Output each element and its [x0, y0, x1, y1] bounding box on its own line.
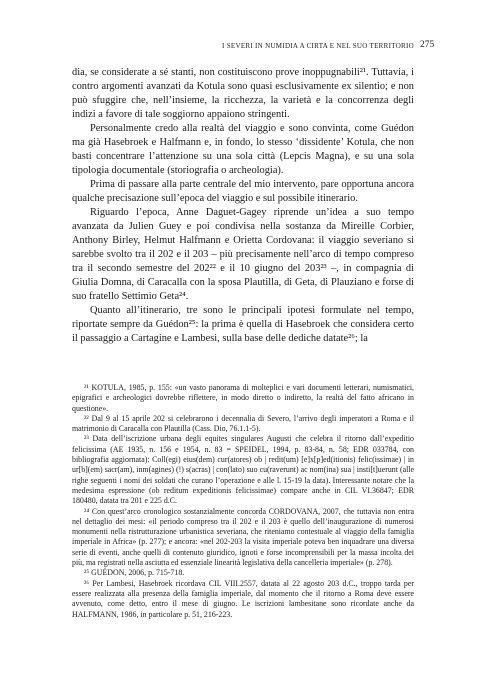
page-number: 275	[420, 40, 435, 50]
footnote: ²⁴ Con quest’arco cronologico sostanzialmente concorda CORDOVANA, 2007, che tuttavia non entra nel dettaglio dei mesi: «il periodo compreso tra il 202 e il 203 è quello dell’inaugurazione di numerosi monumenti nella ristrutturazione urbanistica severiana, che riteniamo contestuale al viaggio della famiglia imperiale in Africa» (p. 277); e ancora: «nel 202-203 la visita imperiale poteva ben inquadrare una diversa serie di eventi, anche quelli di contenuto giuridico, ignoti e forse incomprensibili per la massa incolta dei più, ma registrati nella asciutta ed essenziale linearità legislativa della cancelleria imperiale» (p. 278).	[72, 506, 414, 568]
paragraph: Riguardo l’epoca, Anne Daguet-Gagey riprende un’idea a suo tempo avanzata da Julien Guey e poi condivisa nella sostanza da Mireille Corbier, Anthony Birley, Helmut Halfmann e Orietta Cordovana: il viaggio severiano si sarebbe svolto tra il 202 e il 203 – più precisamente nell’arco di tempo compreso tra il secondo semestre del 202²² e il 10 giugno del 203²³ –, in compagnia di Giulia Domna, di Caracalla con la sposa Plautilla, di Geta, di Plauziano e forse di suo fratello Settimio Geta²⁴.	[72, 207, 414, 302]
footnote: ²⁶ Per Lambesi, Hasebroek ricordava CIL VIII.2557, datata al 22 agosto 203 d.C., troppo tarda per essere realizzata alla presenza della famiglia imperiale, dal momento che il ritorno a Roma deve essere avvenuto, come detto, entro il mese di giugno. Le iscrizioni lambesitane sono ricordate anche da HALFMANN, 1986, in particolare p. 51, 216-223.	[72, 578, 414, 619]
paragraph: Quanto all’itinerario, tre sono le principali ipotesi formulate nel tempo, riportate sempre da Guédon²⁵: la prima è quella di Hasebroek che considera certo il passaggio a Cartagine e Lambesi, sulla base delle dediche datate²⁶; la	[72, 305, 414, 344]
paragraph: Prima di passare alla parte centrale del mio intervento, pare opportuna ancora qualche precisazione sull’epoca del viaggio e sul possibile itinerario.	[72, 179, 414, 204]
footnote: ²² Dal 9 al 15 aprile 202 si celebrarono i decennalia di Severo, l’arrivo degli imperatori a Roma e il matrimonio di Caracalla con Plautilla (Cass. Dio, 76.1.1-5).	[72, 413, 414, 434]
footnote: ²⁵ GUÉDON, 2006, p. 715-718.	[84, 568, 185, 578]
paragraph: Personalmente credo alla realtà del viaggio e sono convinta, come Guédon ma già Hasebroek e Halfmann e, in fondo, lo stesso ‘dissidente’ Kotula, che non basti concentrare l’attenzione su una sola città (Lepcis Magna), e su una sola tipologia documentale (storiografia o archeologia).	[72, 123, 414, 176]
main-text	[72, 66, 414, 346]
paragraph: dia, se considerate a sé stanti, non costituiscono prove inoppugnabili²¹. Tuttavia, i contro argomenti avanzati da Kotula sono quasi esclusivamente ex silentio; e non può sfuggire che, nell’insieme, la ricchezza, la varietà e la concorrenza degli indizi a favore di tale soggiorno appaiono stringenti.	[72, 67, 414, 120]
footnotes	[72, 383, 414, 620]
footnote: ²³ Data dell’iscrizione urbana degli equites singulares Augusti che celebra il ritorno dall’expeditio felicissima (AE 1935, n. 156 e 1954, n. 83 = SPEIDEL, 1994, p. 83-84, n. 58; EDR 033784, con bibliografia aggiornata): Coll(egi) eius(dem) cur(atores) ob | redit(um) [e]x[p]ed(itionis) felic(issimae) | in ur[b](em) sacr(am), inm(agines) (!) s(acras) | con(lato) suo cu(raverunt) ac nom(ina) sua | insti[t]uerunt (alle righe seguenti i nomi dei soldati che curano l’operazione e alle l. 15-19 la data). Interessante notare che la medesima espressione (ob reditum expeditionis felicissimae) compare anche in CIL VI.36847; EDR 180480, datata tra 201 e 225 d.C.	[72, 434, 414, 506]
footnote: ²¹ KOTULA, 1985, p. 155: «un vasto panorama di molteplici e vari documenti letterari, numismatici, epigrafici e archeologici dovrebbe riflettere, in modo diretto o indiretto, la realtà del fatto africano in questione».	[72, 383, 414, 413]
running-head: I SEVERI IN NUMIDIA A CIRTA E NEL SUO TERRITORIO	[222, 42, 414, 50]
